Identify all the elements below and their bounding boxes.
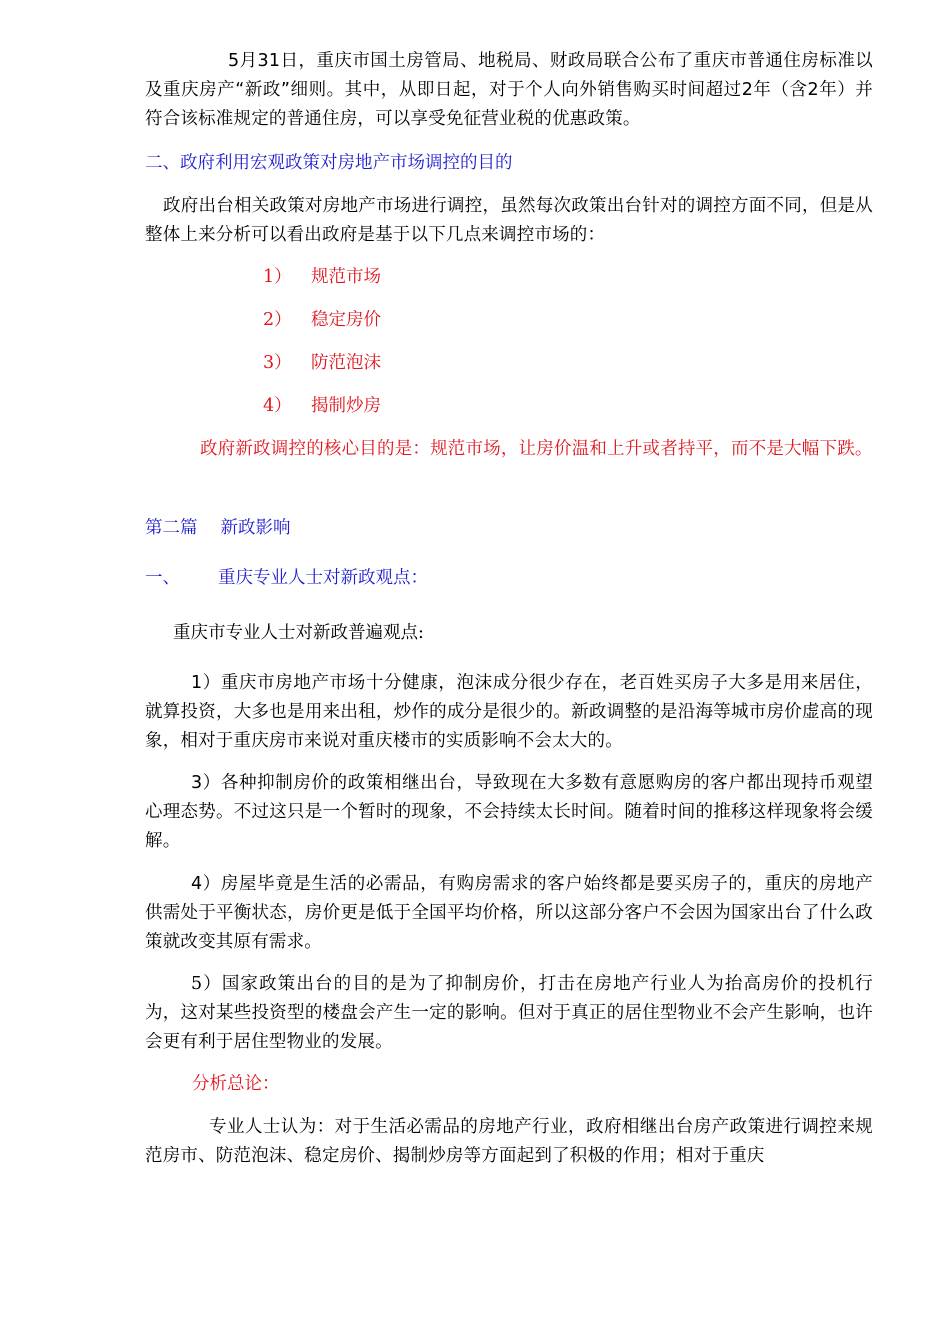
list-item-text: 揭制炒房 <box>311 396 381 416</box>
section-number: 一、 <box>145 568 180 588</box>
paragraph-expert-intro: 重庆市专业人士对新政普遍观点: <box>173 623 424 643</box>
paragraph-summary: 专业人士认为：对于生活必需品的房地产行业，政府相继出台房产政策进行调控来规范房市、防范泡沫、稳定房价、揭制炒房等方面起到了积极的作用；相对于重庆 <box>145 1117 873 1166</box>
paragraph-point-3: 3）各种抑制房价的政策相继出台，导致现在大多数有意愿购房的客户都出现持币观望心理态势。不过这只是一个暂时的现象，不会持续太长时间。随着时间的推移这样现象将会缓解。 <box>145 773 873 851</box>
list-item-text: 规范市场 <box>311 267 381 287</box>
list-item-regulate-market <box>263 263 381 292</box>
list-item-text: 防范泡沫 <box>311 353 381 373</box>
section-heading-policy-purpose: 二、政府利用宏观政策对房地产市场调控的目的 <box>145 153 513 173</box>
part-heading-policy-impact: 第二篇 新政影响 <box>145 518 291 538</box>
paragraph-policy-announcement: 5月31日，重庆市国土房管局、地税局、财政局联合公布了重庆市普通住房标准以及重庆房产“新政”细则。其中，从即日起，对于个人向外销售购买时间超过2年（含2年）并符合该标准规定的普通住房，可以享受免征营业税的优惠政策。 <box>145 51 873 129</box>
section-heading-expert-views <box>145 564 428 593</box>
paragraph-point-5: 5）国家政策出台的目的是为了抑制房价，打击在房地产行业人为抬高房价的投机行为，这对某些投资型的楼盘会产生一定的影响。但对于真正的居住型物业不会产生影响，也许会更有利于居住型物业的发展。 <box>145 974 873 1052</box>
list-item-prevent-bubble <box>263 349 381 378</box>
paragraph-point-1: 1）重庆市房地产市场十分健康，泡沫成分很少存在，老百姓买房子大多是用来居住，就算投资，大多也是用来出租，炒作的成分是很少的。新政调整的是沿海等城市房价虚高的现象，相对于重庆房市来说对重庆楼市的实质影响不会太大的。 <box>145 673 873 751</box>
list-item-number: 4） <box>263 396 292 416</box>
list-item-number: 2） <box>263 310 292 330</box>
paragraph-core-goal: 政府新政调控的核心目的是：规范市场，让房价温和上升或者持平，而不是大幅下跌。 <box>200 439 873 459</box>
section-title: 重庆专业人士对新政观点： <box>218 568 428 588</box>
list-item-number: 3） <box>263 353 292 373</box>
list-item-number: 1） <box>263 267 292 287</box>
list-item-stabilize-price <box>263 306 381 335</box>
paragraph-policy-overview: 政府出台相关政策对房地产市场进行调控，虽然每次政策出台针对的调控方面不同，但是从整体上来分析可以看出政府是基于以下几点来调控市场的： <box>145 196 873 245</box>
list-item-text: 稳定房价 <box>311 310 381 330</box>
summary-heading: 分析总论： <box>192 1074 280 1094</box>
paragraph-point-4: 4）房屋毕竟是生活的必需品，有购房需求的客户始终都是要买房子的，重庆的房地产供需处于平衡状态，房价更是低于全国平均价格，所以这部分客户不会因为国家出台了什么政策就改变其原有需求。 <box>145 874 873 952</box>
list-item-curb-speculation <box>263 392 381 421</box>
